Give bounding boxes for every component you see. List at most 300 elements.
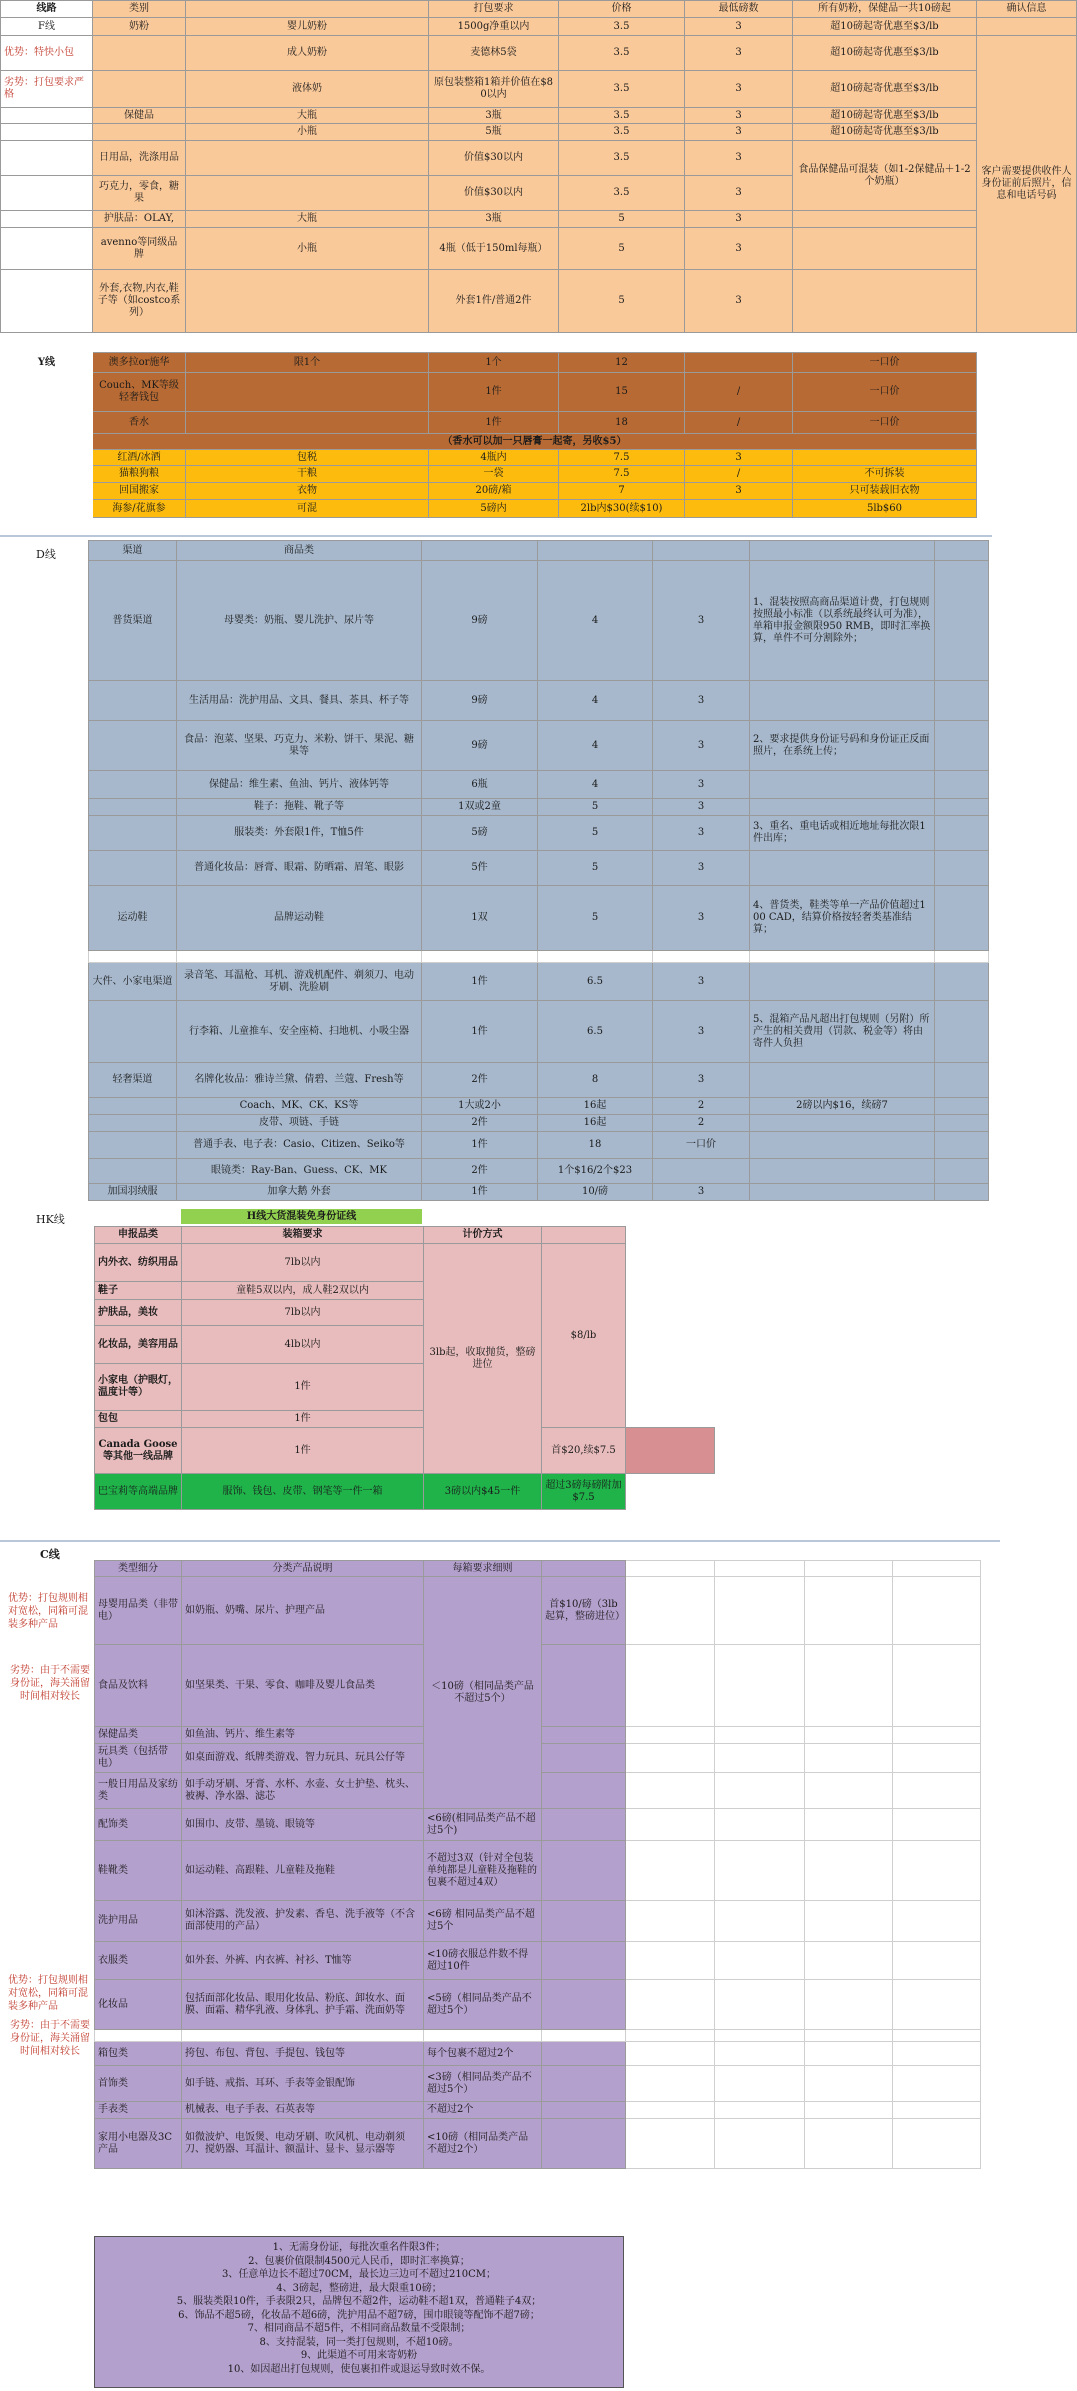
cell: 3 bbox=[653, 1001, 750, 1063]
cell: 12 bbox=[559, 353, 685, 373]
cell bbox=[186, 270, 429, 333]
table-row bbox=[1, 434, 977, 450]
cell: 海参/花旗参 bbox=[93, 500, 186, 518]
c-note: 2、包裹价值限制4500元人民币，即时汇率换算； bbox=[248, 2255, 470, 2267]
cell: 包括面部化妆品、眼用化妆品、粉底、卸妆水、面膜、面霜、精华乳液、身体乳、护手霜、洗面奶等 bbox=[182, 1980, 424, 2030]
cell bbox=[1, 434, 93, 450]
cell: 3 bbox=[685, 211, 793, 228]
cell: 6瓶 bbox=[422, 771, 538, 799]
cell bbox=[542, 1980, 626, 2030]
cell bbox=[626, 1744, 715, 1773]
cell bbox=[626, 1773, 715, 1809]
cell bbox=[715, 1841, 805, 1901]
cell bbox=[750, 963, 935, 1001]
cell: 巧克力，零食，糖果 bbox=[93, 176, 186, 211]
cell: 服饰、钱包、皮带、钢笔等一件一箱 bbox=[182, 1474, 424, 1510]
cell bbox=[626, 1980, 715, 2030]
hk-rate: $8/lb bbox=[542, 1244, 626, 1428]
header-packing: 装箱要求 bbox=[182, 1227, 424, 1244]
table-row bbox=[89, 1132, 989, 1159]
d-header-row bbox=[89, 541, 989, 561]
cell: 16起 bbox=[538, 1098, 653, 1115]
cell bbox=[626, 1411, 715, 1428]
cell bbox=[685, 500, 793, 518]
header-route: 线路 bbox=[1, 1, 93, 18]
cell: <10磅衣服总件数不得超过10件 bbox=[424, 1942, 542, 1980]
cell: 外套1件/普通2件 bbox=[429, 270, 559, 333]
cell: 15 bbox=[559, 373, 685, 412]
cell: 2lb内$30(续$10) bbox=[559, 500, 685, 518]
cell: 限1个 bbox=[186, 353, 429, 373]
cell: 16起 bbox=[538, 1115, 653, 1132]
cell bbox=[186, 141, 429, 176]
cell bbox=[805, 2042, 893, 2066]
cell: / bbox=[685, 373, 793, 412]
cell: 3.5 bbox=[559, 18, 685, 36]
cell: 1件 bbox=[429, 412, 559, 434]
cell: 包税 bbox=[186, 450, 429, 466]
cell bbox=[177, 951, 422, 963]
cell bbox=[89, 1001, 177, 1063]
cell bbox=[542, 1901, 626, 1942]
cell bbox=[893, 1809, 981, 1841]
divider bbox=[0, 535, 992, 537]
d-note: 2、要求提供身份证号码和身份证正反面照片，在系统上传； bbox=[750, 721, 935, 771]
table-row bbox=[1, 373, 977, 412]
cell bbox=[538, 541, 653, 561]
cell: 干粮 bbox=[186, 466, 429, 483]
header-min: 最低磅数 bbox=[685, 1, 793, 18]
cell: 2 bbox=[653, 1098, 750, 1115]
cell bbox=[977, 18, 1077, 36]
table-row bbox=[1, 141, 1077, 176]
cell bbox=[935, 951, 989, 963]
cell: 1件 bbox=[182, 1411, 424, 1428]
table-row bbox=[89, 1159, 989, 1184]
cell bbox=[935, 1001, 989, 1063]
cell: 5 bbox=[538, 886, 653, 951]
cell: 猫粮狗粮 bbox=[93, 466, 186, 483]
table-row bbox=[1, 71, 1077, 108]
cell bbox=[626, 1474, 715, 1510]
cell bbox=[935, 1063, 989, 1098]
cell bbox=[793, 450, 977, 466]
f-mix-note: 食品保健品可混装（如1-2保健品＋1-2个奶瓶） bbox=[793, 141, 977, 211]
cell: 不可拆装 bbox=[793, 466, 977, 483]
cell bbox=[626, 1645, 715, 1727]
cell: 7lb以内 bbox=[182, 1300, 424, 1326]
c-note: 8、支持混装，同一类打包规则，不超10磅。 bbox=[259, 2336, 459, 2348]
cell: 3 bbox=[685, 36, 793, 71]
f-disadvantage: 劣势：打包要求严格 bbox=[1, 71, 93, 108]
cell bbox=[186, 176, 429, 211]
cell: 1件 bbox=[422, 963, 538, 1001]
cell bbox=[1, 228, 93, 270]
cell: 1大或2小 bbox=[422, 1098, 538, 1115]
cell: 香水 bbox=[93, 412, 186, 434]
table-row bbox=[1, 270, 1077, 333]
c-note: 7、相同商品不超5件，不相同商品数量不受限制； bbox=[247, 2323, 471, 2334]
cell bbox=[805, 1809, 893, 1841]
c-note: 10、如因超出打包规则，使包裹扣件或退运导致时效不保。 bbox=[227, 2363, 491, 2375]
cell: <3磅（相同品类产品不超过5个） bbox=[424, 2066, 542, 2102]
cell bbox=[626, 1809, 715, 1841]
cell: 5件 bbox=[422, 851, 538, 886]
cell bbox=[1, 450, 93, 466]
cell: 1500g净重以内 bbox=[429, 18, 559, 36]
cell: 4瓶内 bbox=[429, 450, 559, 466]
c-disadvantage-lower: 优势：打包规则相对宽松，同箱可混装多种产品 bbox=[8, 1975, 88, 2012]
cell: 保健品 bbox=[93, 108, 186, 124]
cell: 超10磅起寄优惠至$3/lb bbox=[793, 36, 977, 71]
cell bbox=[935, 561, 989, 681]
cell bbox=[542, 1227, 626, 1244]
cell: 3磅以内$45一件 bbox=[424, 1474, 542, 1510]
c-header-row bbox=[95, 1561, 981, 1577]
table-row bbox=[89, 561, 989, 681]
c-note: 3、任意单边长不超过70CM，最长边三边可不超过210CM； bbox=[222, 2269, 496, 2280]
cell: 澳多拉or施华 bbox=[93, 353, 186, 373]
cell: 手表类 bbox=[95, 2102, 182, 2119]
cell: 4 bbox=[538, 771, 653, 799]
cell: Canada Goose等其他一线品牌 bbox=[95, 1428, 182, 1474]
cell bbox=[935, 1115, 989, 1132]
cell bbox=[626, 1364, 715, 1411]
cell bbox=[935, 1159, 989, 1184]
cell: 7lb以内 bbox=[182, 1244, 424, 1282]
cell bbox=[542, 1773, 626, 1809]
cell bbox=[893, 2066, 981, 2102]
cell bbox=[542, 2042, 626, 2066]
cell: 3瓶 bbox=[429, 108, 559, 124]
cell bbox=[935, 681, 989, 721]
cell: 5lb$60 bbox=[793, 500, 977, 518]
cell: 3 bbox=[653, 851, 750, 886]
cell bbox=[626, 1227, 715, 1244]
header-type: 类型细分 bbox=[95, 1561, 182, 1577]
cell: 外套,衣物,内衣,鞋子等（如costco系列） bbox=[93, 270, 186, 333]
c-line-table bbox=[94, 1560, 981, 2169]
cell: 5 bbox=[538, 816, 653, 851]
cell: 品牌运动鞋 bbox=[177, 886, 422, 951]
cell: 如奶瓶、奶嘴、尿片、护理产品 bbox=[182, 1577, 424, 1645]
cell bbox=[715, 2042, 805, 2066]
cell bbox=[893, 1841, 981, 1901]
cell: 如外套、外裤、内衣裤、衬衫、T恤等 bbox=[182, 1942, 424, 1980]
cell: 1件 bbox=[182, 1428, 424, 1474]
cell: 3.5 bbox=[559, 124, 685, 141]
cell bbox=[1, 124, 93, 141]
cell bbox=[542, 1727, 626, 1744]
cell: 行李箱、儿童推车、安全座椅、扫地机、小吸尘器 bbox=[177, 1001, 422, 1063]
f-advantage: 优势：特快小包 bbox=[1, 36, 93, 71]
table-row bbox=[1, 500, 977, 518]
table-row bbox=[1, 483, 977, 500]
cell bbox=[1, 176, 93, 211]
table-row bbox=[89, 1001, 989, 1063]
cell bbox=[935, 851, 989, 886]
cell bbox=[542, 1942, 626, 1980]
cell bbox=[935, 1098, 989, 1115]
table-row bbox=[89, 721, 989, 771]
cell: 如围巾、皮带、墨镜、眼镜等 bbox=[182, 1809, 424, 1841]
cell bbox=[1, 270, 93, 333]
c-group-rule: ＜10磅（相同品类产品不超过5个） bbox=[424, 1577, 542, 1809]
cell: 如微波炉、电饭煲、电动牙刷、吹风机、电动剃须刀、搅奶器、耳温计、额温计、显卡、显示器等 bbox=[182, 2119, 424, 2169]
cell: 护肤品，美妆 bbox=[95, 1300, 182, 1326]
cell bbox=[805, 1645, 893, 1727]
cell bbox=[715, 1773, 805, 1809]
header-declared: 申报品类 bbox=[95, 1227, 182, 1244]
cell: 1双 bbox=[422, 886, 538, 951]
cell bbox=[626, 1561, 715, 1577]
cell bbox=[715, 2066, 805, 2102]
table-row bbox=[1, 353, 977, 373]
cell: 9磅 bbox=[422, 561, 538, 681]
hk-line-name: HK线 bbox=[36, 1213, 65, 1226]
cell bbox=[805, 1727, 893, 1744]
cell: 3 bbox=[653, 681, 750, 721]
y-line-name: Y线 bbox=[1, 353, 93, 373]
cell: 2件 bbox=[422, 1063, 538, 1098]
cell: 回国搬家 bbox=[93, 483, 186, 500]
cell: 3 bbox=[685, 450, 793, 466]
cell bbox=[893, 2102, 981, 2119]
table-row bbox=[1, 466, 977, 483]
cell: 每个包裹不超过2个 bbox=[424, 2042, 542, 2066]
table-row bbox=[95, 2102, 981, 2119]
cell bbox=[805, 2102, 893, 2119]
cell bbox=[626, 1577, 715, 1645]
table-row bbox=[89, 816, 989, 851]
cell: 3.5 bbox=[559, 141, 685, 176]
cell: 18 bbox=[559, 412, 685, 434]
cell: 3.5 bbox=[559, 108, 685, 124]
cell bbox=[538, 951, 653, 963]
cell: 3 bbox=[685, 108, 793, 124]
cell bbox=[186, 412, 429, 434]
cell bbox=[626, 1428, 715, 1474]
cell: 麦德林5袋 bbox=[429, 36, 559, 71]
table-row bbox=[95, 2119, 981, 2169]
cell bbox=[750, 1132, 935, 1159]
cell bbox=[89, 1115, 177, 1132]
cell: 轻奢渠道 bbox=[89, 1063, 177, 1098]
cell bbox=[182, 2030, 424, 2042]
cell: 包包 bbox=[95, 1411, 182, 1428]
cell: 加拿大鹅 外套 bbox=[177, 1184, 422, 1201]
cell: 3 bbox=[653, 816, 750, 851]
cell: 不超过3双（针对全包装单纯都是儿童鞋及拖鞋的包裹不超过4双） bbox=[424, 1841, 542, 1901]
table-row bbox=[95, 2030, 981, 2042]
c-disadvantage-lower-2: 劣势：由于不需要身份证，海关涌留时间相对较长 bbox=[10, 2020, 90, 2057]
header-pack: 打包要求 bbox=[429, 1, 559, 18]
header-pricing: 计价方式 bbox=[424, 1227, 542, 1244]
cell: 超过3磅每磅附加$7.5 bbox=[542, 1474, 626, 1510]
cell bbox=[935, 1184, 989, 1201]
cell bbox=[935, 886, 989, 951]
table-row bbox=[1, 124, 1077, 141]
hk-line-table bbox=[94, 1226, 715, 1510]
cell: 3 bbox=[653, 799, 750, 816]
cell: 服装类：外套限1件，T恤5件 bbox=[177, 816, 422, 851]
cell bbox=[805, 1942, 893, 1980]
cell bbox=[805, 1561, 893, 1577]
y-section bbox=[0, 352, 1000, 532]
cell bbox=[935, 799, 989, 816]
cell bbox=[750, 851, 935, 886]
table-row bbox=[89, 1098, 989, 1115]
cell bbox=[89, 1132, 177, 1159]
cell bbox=[422, 951, 538, 963]
cell: 3.5 bbox=[559, 36, 685, 71]
cell: 首饰类 bbox=[95, 2066, 182, 2102]
cell: 3 bbox=[685, 176, 793, 211]
cell bbox=[805, 1773, 893, 1809]
c-notes bbox=[94, 2236, 624, 2388]
cell: 衣服类 bbox=[95, 1942, 182, 1980]
cell: 大件、小家电渠道 bbox=[89, 963, 177, 1001]
cell bbox=[715, 1942, 805, 1980]
cell bbox=[542, 2030, 626, 2042]
cell bbox=[805, 1577, 893, 1645]
cell: 加国羽绒服 bbox=[89, 1184, 177, 1201]
cell bbox=[805, 1980, 893, 2030]
cell: 化妆品 bbox=[95, 1980, 182, 2030]
table-row bbox=[89, 1115, 989, 1132]
cell bbox=[89, 951, 177, 963]
hk-banner: H线大货混装免身份证线 bbox=[181, 1209, 422, 1224]
table-row bbox=[89, 681, 989, 721]
cell: 5 bbox=[559, 228, 685, 270]
cell: <6磅 相同品类产品不超过5个 bbox=[424, 1901, 542, 1942]
cell bbox=[893, 1577, 981, 1645]
cell: 一袋 bbox=[429, 466, 559, 483]
d-line-table bbox=[88, 540, 989, 1201]
cell: 2 bbox=[653, 1115, 750, 1132]
cell: 6.5 bbox=[538, 963, 653, 1001]
c-note: 4、3磅起，整磅进，最大限重10磅； bbox=[276, 2282, 442, 2294]
cell bbox=[750, 681, 935, 721]
cell bbox=[1, 483, 93, 500]
f-section bbox=[0, 0, 1072, 345]
cell bbox=[653, 1159, 750, 1184]
cell bbox=[626, 2042, 715, 2066]
cell bbox=[95, 2030, 182, 2042]
cell bbox=[715, 1645, 805, 1727]
cell: 如鱼油、钙片、维生素等 bbox=[182, 1727, 424, 1744]
cell: 超10磅起寄优惠至$3/lb bbox=[793, 108, 977, 124]
hk-section bbox=[0, 1207, 1000, 1522]
cell: 5 bbox=[538, 799, 653, 816]
cell bbox=[893, 2042, 981, 2066]
cell: 4 bbox=[538, 681, 653, 721]
cell: 母婴类：奶瓶、婴儿洗护、尿片等 bbox=[177, 561, 422, 681]
table-row bbox=[1, 108, 1077, 124]
cell: 6.5 bbox=[538, 1001, 653, 1063]
cell: 4瓶（低于150ml每瓶） bbox=[429, 228, 559, 270]
cell bbox=[893, 1942, 981, 1980]
table-row bbox=[89, 1184, 989, 1201]
header-price: 价格 bbox=[559, 1, 685, 18]
cell bbox=[1, 412, 93, 434]
cell: 3 bbox=[653, 1184, 750, 1201]
cell bbox=[750, 1184, 935, 1201]
cell bbox=[542, 1809, 626, 1841]
cell: 鞋子 bbox=[95, 1282, 182, 1300]
table-row bbox=[95, 2042, 981, 2066]
cell: / bbox=[685, 412, 793, 434]
table-row bbox=[95, 1474, 715, 1510]
d-note: 5、混箱产品凡超出打包规则（另附）所产生的相关费用（罚款、税金等）将由寄件人负担 bbox=[750, 1001, 935, 1063]
f-confirm-note: 客户需要提供收件人身份证前后照片，信息和电话号码 bbox=[977, 36, 1077, 333]
table-row bbox=[1, 228, 1077, 270]
table-row bbox=[95, 1942, 981, 1980]
cell bbox=[750, 771, 935, 799]
cell bbox=[935, 721, 989, 771]
cell: 10/磅 bbox=[538, 1184, 653, 1201]
cell: 3瓶 bbox=[429, 211, 559, 228]
cell bbox=[893, 1561, 981, 1577]
table-row bbox=[95, 1577, 981, 1645]
cell bbox=[935, 963, 989, 1001]
cell: 如手链、戒指、耳环、手表等金银配饰 bbox=[182, 2066, 424, 2102]
cell: 可混 bbox=[186, 500, 429, 518]
cell bbox=[793, 211, 977, 228]
cell: 箱包类 bbox=[95, 2042, 182, 2066]
cell: 配饰类 bbox=[95, 1809, 182, 1841]
cell: avenno等同级品牌 bbox=[93, 228, 186, 270]
d-note: 1、混装按照高商品渠道计费，打包规则按照最小标准（以系统最终认可为准），单箱申报金额限950 RMB，即时汇率换算，单件不可分割除外； bbox=[750, 561, 935, 681]
cell: 1双或2童 bbox=[422, 799, 538, 816]
cell: 小家电（护眼灯，温度计等） bbox=[95, 1364, 182, 1411]
c-note: 6、饰品不超5磅，化妆品不超6磅，洗护用品不超7磅，围巾眼镜等配饰不超7磅； bbox=[178, 2309, 540, 2321]
cell bbox=[89, 1098, 177, 1115]
cell bbox=[626, 2066, 715, 2102]
cell bbox=[893, 2030, 981, 2042]
c-advantage: 优势：打包规则相对宽松，同箱可混装多种产品 bbox=[8, 1593, 88, 1630]
cell: 童鞋5双以内，成人鞋2双以内 bbox=[182, 1282, 424, 1300]
cell: 5 bbox=[559, 211, 685, 228]
c-note: 9、此渠道不可用来寄奶粉 bbox=[300, 2350, 418, 2361]
cell: 3 bbox=[685, 483, 793, 500]
cell: 内外衣、纺织用品 bbox=[95, 1244, 182, 1282]
hk-header-row bbox=[95, 1227, 715, 1244]
cell bbox=[685, 353, 793, 373]
cell bbox=[893, 1744, 981, 1773]
cell bbox=[793, 228, 977, 270]
cell: 3.5 bbox=[559, 176, 685, 211]
table-row bbox=[89, 799, 989, 816]
cell bbox=[89, 1159, 177, 1184]
cell bbox=[805, 2066, 893, 2102]
cell bbox=[626, 1282, 715, 1300]
cell: 如坚果类、干果、零食、咖啡及婴儿食品类 bbox=[182, 1645, 424, 1727]
cell bbox=[715, 2030, 805, 2042]
cell: 鞋靴类 bbox=[95, 1841, 182, 1901]
cell bbox=[93, 36, 186, 71]
cell bbox=[626, 1727, 715, 1744]
cell: 3 bbox=[685, 228, 793, 270]
cell bbox=[715, 1901, 805, 1942]
cell: 洗护用品 bbox=[95, 1901, 182, 1942]
cell bbox=[715, 1561, 805, 1577]
cell: 一般日用品及家纺类 bbox=[95, 1773, 182, 1809]
table-row bbox=[89, 1063, 989, 1098]
cell bbox=[893, 1980, 981, 2030]
cell: 1个 bbox=[429, 353, 559, 373]
cell: 4 bbox=[538, 561, 653, 681]
